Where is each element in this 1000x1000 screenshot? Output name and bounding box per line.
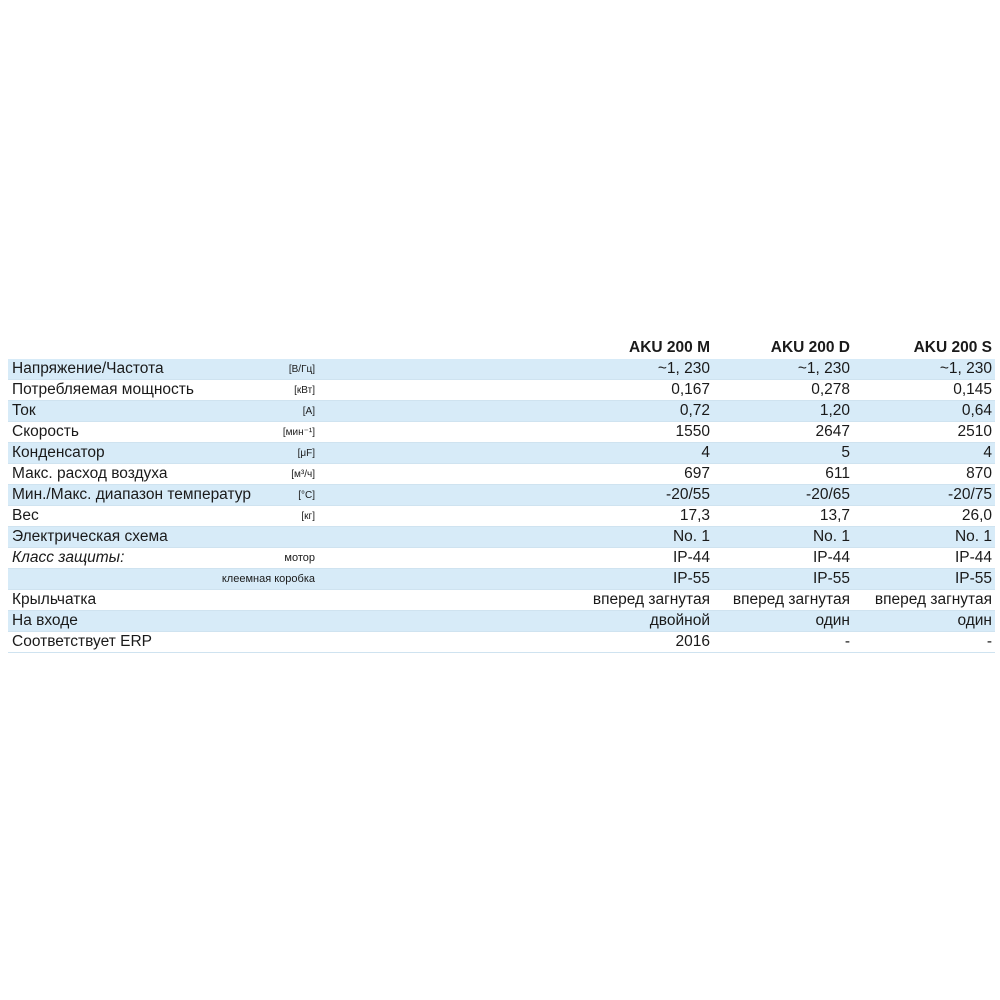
table-row-voltage bbox=[8, 359, 995, 380]
value-aku-200-s: 2510 bbox=[957, 423, 992, 440]
value-aku-200-m: ~1, 230 bbox=[657, 360, 710, 377]
row-unit: [μF] bbox=[297, 448, 315, 459]
value-aku-200-s: 0,64 bbox=[961, 402, 992, 419]
table-header bbox=[8, 338, 995, 359]
row-unit: [м³/ч] bbox=[291, 469, 315, 480]
table-row-weight bbox=[8, 506, 995, 527]
row-label: Напряжение/Частота bbox=[12, 360, 164, 377]
value-aku-200-d: - bbox=[844, 633, 850, 650]
row-label: Макс. расход воздуха bbox=[12, 465, 168, 482]
row-unit: [A] bbox=[302, 406, 315, 417]
table-row-wiring-diagram bbox=[8, 527, 995, 548]
value-aku-200-d: вперед загнутая bbox=[732, 591, 850, 608]
value-aku-200-s: No. 1 bbox=[954, 528, 992, 545]
row-label: Мин./Макс. диапазон температур bbox=[12, 486, 251, 503]
value-aku-200-d: 611 bbox=[825, 465, 850, 482]
value-aku-200-m: 2016 bbox=[675, 633, 710, 650]
table-row-capacitor bbox=[8, 443, 995, 464]
value-aku-200-s: IP-55 bbox=[954, 570, 992, 587]
row-label: Соответствует ERP bbox=[12, 633, 152, 650]
table-row-speed bbox=[8, 422, 995, 443]
value-aku-200-s: IP-44 bbox=[954, 549, 992, 566]
value-aku-200-d: 13,7 bbox=[819, 507, 850, 524]
row-unit: [мин⁻¹] bbox=[282, 427, 315, 438]
value-aku-200-d: один bbox=[815, 612, 850, 629]
table-row-impeller bbox=[8, 590, 995, 611]
table-row-temperature bbox=[8, 485, 995, 506]
row-label: Потребляемая мощность bbox=[12, 381, 194, 398]
table-row-inlet bbox=[8, 611, 995, 632]
row-sublabel: клеемная коробка bbox=[221, 573, 315, 585]
row-label: Ток bbox=[12, 402, 36, 419]
table-row-protection-terminal-box bbox=[8, 569, 995, 590]
column-header-aku-200-m: AKU 200 M bbox=[629, 339, 710, 356]
table-row-power bbox=[8, 380, 995, 401]
column-header-aku-200-s: AKU 200 S bbox=[913, 339, 992, 356]
value-aku-200-d: IP-44 bbox=[812, 549, 850, 566]
row-unit: [В/Гц] bbox=[288, 364, 315, 375]
value-aku-200-s: 0,145 bbox=[953, 381, 992, 398]
value-aku-200-d: -20/65 bbox=[806, 486, 850, 503]
value-aku-200-d: IP-55 bbox=[812, 570, 850, 587]
row-unit: [°C] bbox=[298, 490, 315, 501]
value-aku-200-m: IP-55 bbox=[672, 570, 710, 587]
value-aku-200-m: вперед загнутая bbox=[592, 591, 710, 608]
column-header-aku-200-d: AKU 200 D bbox=[770, 339, 850, 356]
value-aku-200-m: No. 1 bbox=[672, 528, 710, 545]
value-aku-200-s: 870 bbox=[966, 465, 992, 482]
row-label: На входе bbox=[12, 612, 78, 629]
value-aku-200-d: No. 1 bbox=[812, 528, 850, 545]
value-aku-200-d: 2647 bbox=[815, 423, 850, 440]
value-aku-200-s: - bbox=[986, 633, 992, 650]
row-label: Вес bbox=[12, 507, 39, 524]
value-aku-200-s: один bbox=[957, 612, 992, 629]
row-label: Конденсатор bbox=[12, 444, 105, 461]
row-unit: [кВт] bbox=[294, 385, 315, 396]
value-aku-200-s: -20/75 bbox=[948, 486, 992, 503]
value-aku-200-m: двойной bbox=[649, 612, 710, 629]
value-aku-200-s: ~1, 230 bbox=[939, 360, 992, 377]
row-label: Класс защиты: bbox=[12, 549, 125, 566]
value-aku-200-s: вперед загнутая bbox=[874, 591, 992, 608]
value-aku-200-d: 5 bbox=[841, 444, 850, 461]
value-aku-200-m: 0,72 bbox=[679, 402, 710, 419]
value-aku-200-m: 4 bbox=[701, 444, 710, 461]
value-aku-200-s: 4 bbox=[983, 444, 992, 461]
value-aku-200-m: 0,167 bbox=[671, 381, 710, 398]
value-aku-200-d: 1,20 bbox=[819, 402, 850, 419]
row-label: Электрическая схема bbox=[12, 528, 168, 545]
table-row-protection-motor bbox=[8, 548, 995, 569]
value-aku-200-m: 17,3 bbox=[679, 507, 710, 524]
table-row-airflow bbox=[8, 464, 995, 485]
row-unit: [кг] bbox=[301, 511, 315, 522]
row-label: Скорость bbox=[12, 423, 79, 440]
value-aku-200-m: 1550 bbox=[675, 423, 710, 440]
table-row-erp bbox=[8, 632, 995, 653]
value-aku-200-d: 0,278 bbox=[811, 381, 850, 398]
value-aku-200-m: -20/55 bbox=[666, 486, 710, 503]
value-aku-200-s: 26,0 bbox=[961, 507, 992, 524]
value-aku-200-d: ~1, 230 bbox=[797, 360, 850, 377]
table-row-current bbox=[8, 401, 995, 422]
value-aku-200-m: IP-44 bbox=[672, 549, 710, 566]
row-sublabel: мотор bbox=[284, 552, 315, 564]
value-aku-200-m: 697 bbox=[684, 465, 710, 482]
row-label: Крыльчатка bbox=[12, 591, 97, 608]
spec-table bbox=[8, 338, 995, 653]
